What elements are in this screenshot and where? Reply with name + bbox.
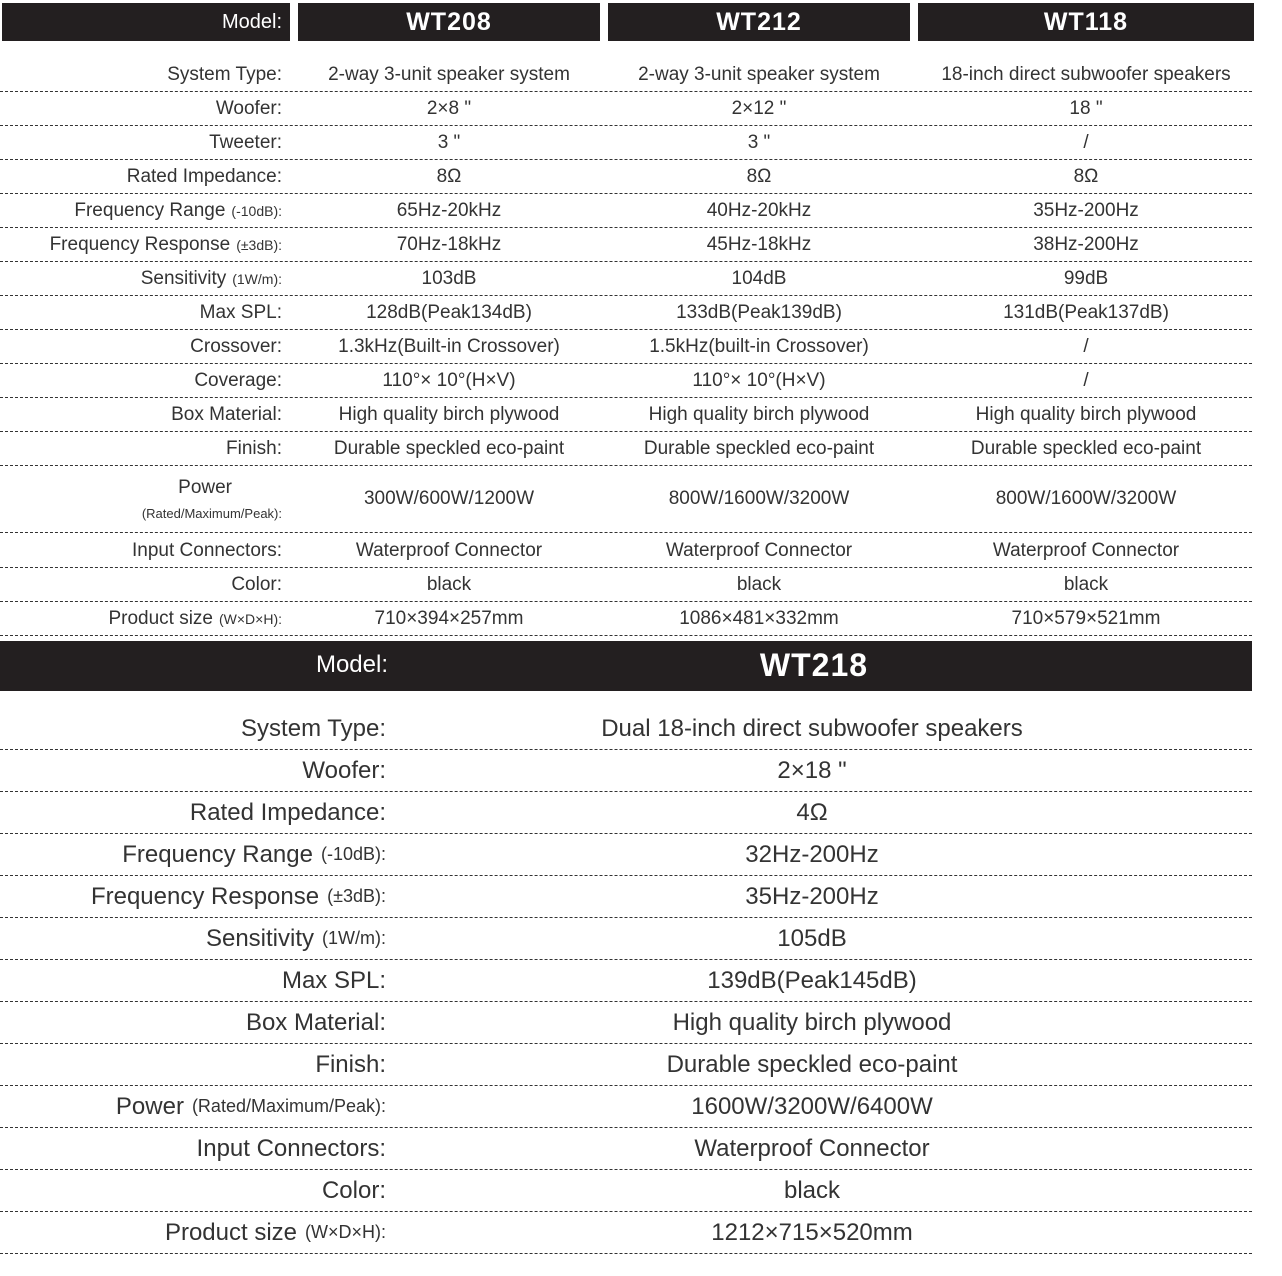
spec-value: 710×394×257mm: [374, 607, 524, 629]
table-row: [0, 92, 1252, 126]
spec-value: 18 ": [1069, 97, 1103, 119]
table-row: [0, 1002, 1252, 1044]
spec-value: /: [1083, 131, 1089, 153]
table-row: [0, 126, 1252, 160]
spec-value: 131dB(Peak137dB): [1003, 301, 1169, 323]
spec-value: Waterproof Connector: [694, 1134, 930, 1162]
spec-value: black: [1063, 573, 1109, 595]
table-row: [0, 160, 1252, 194]
table-row: [0, 1128, 1252, 1170]
spec-value: 300W/600W/1200W: [363, 488, 535, 509]
table-row: [0, 568, 1252, 602]
spec-value: 8Ω: [1073, 165, 1099, 187]
model-header-wt118: WT118: [918, 3, 1254, 41]
spec-label: [0, 568, 282, 601]
spec-label-text: Color:: [231, 573, 282, 595]
model-label: Model:: [221, 11, 282, 33]
model-header-wt218: WT218: [759, 647, 869, 683]
spec-value: black: [736, 573, 782, 595]
spec-value: black: [783, 1176, 841, 1204]
spec-value: 128dB(Peak134dB): [366, 301, 532, 323]
spec-label-text: Power: [178, 477, 232, 499]
model-header-wt212: WT212: [608, 3, 910, 41]
table-row: [0, 1044, 1252, 1086]
spec-value: 1086×481×332mm: [679, 607, 839, 629]
spec-value: black: [426, 573, 472, 595]
spec-label-text: Max SPL:: [281, 966, 386, 994]
spec-label-text: Woofer:: [302, 756, 386, 784]
spec-value: 3 ": [747, 131, 771, 153]
spec-label-unit: (1W/m):: [232, 270, 282, 287]
spec-label-text: Frequency Range: [74, 199, 226, 221]
spec-value: 110°× 10°(H×V): [692, 369, 826, 391]
wt218-header-bar: [0, 641, 1252, 691]
spec-label: [0, 262, 282, 295]
spec-value: 1212×715×520mm: [711, 1218, 913, 1246]
table-row: [0, 58, 1252, 92]
spec-label-text: Sensitivity: [205, 924, 315, 952]
table-row: [0, 228, 1252, 262]
table-row: [0, 708, 1252, 750]
table-row: [0, 296, 1252, 330]
spec-value: 800W/1600W/3200W: [668, 488, 850, 509]
spec-label: [0, 58, 282, 91]
spec-value: 133dB(Peak139dB): [676, 301, 842, 323]
spec-label: [0, 194, 282, 227]
spec-label-text: Rated Impedance:: [126, 165, 282, 187]
spec-label: [0, 398, 282, 431]
spec-value: Durable speckled eco-paint: [333, 437, 565, 459]
spec-label-text: Product size: [108, 607, 213, 629]
spec-label: [0, 228, 282, 261]
spec-label-text: Frequency Response: [49, 233, 231, 255]
spec-value: High quality birch plywood: [648, 403, 870, 425]
spec-value: 4Ω: [796, 798, 828, 826]
spec-value: 139dB(Peak145dB): [707, 966, 917, 994]
spec-value: 2-way 3-unit speaker system: [638, 63, 880, 85]
spec-value: High quality birch plywood: [672, 1008, 952, 1036]
spec-label: [0, 1170, 386, 1211]
model-header-wt208: WT208: [298, 3, 600, 41]
spec-label-unit: (Rated/Maximum/Peak):: [141, 505, 282, 521]
spec-label: [0, 750, 386, 791]
spec-value: 32Hz-200Hz: [745, 840, 879, 868]
table-row: [0, 1086, 1252, 1128]
spec-label: [0, 296, 282, 329]
spec-label-text: Max SPL:: [199, 301, 282, 323]
spec-label-text: Product size: [164, 1218, 297, 1246]
spec-label-text: Box Material:: [245, 1008, 386, 1036]
spec-value: /: [1083, 369, 1089, 391]
spec-value: Durable speckled eco-paint: [970, 437, 1202, 459]
spec-value: 1600W/3200W/6400W: [691, 1092, 933, 1120]
spec-label-text: Finish:: [315, 1050, 386, 1078]
model-label-bar: [2, 3, 290, 41]
table-row: [0, 262, 1252, 296]
model-label: Model:: [315, 651, 388, 678]
spec-label-unit: (±3dB):: [327, 886, 386, 906]
spec-label-text: System Type:: [241, 714, 386, 742]
spec-label: [0, 602, 282, 635]
table-row: [0, 834, 1252, 876]
spec-value: 1.3kHz(Built-in Crossover): [338, 335, 560, 357]
table-row: [0, 364, 1252, 398]
spec-label-unit: (Rated/Maximum/Peak):: [191, 1096, 386, 1116]
spec-label-text: Frequency Range: [122, 840, 313, 868]
spec-label-unit: (1W/m):: [322, 928, 386, 948]
table-row: [0, 1212, 1252, 1254]
spec-label-unit: (-10dB):: [320, 844, 386, 864]
table-row: [0, 750, 1252, 792]
spec-label-unit: (±3dB):: [236, 236, 282, 253]
spec-value: 104dB: [731, 267, 787, 289]
spec-value: 710×579×521mm: [1011, 607, 1161, 629]
spec-label: [0, 160, 282, 193]
spec-value: 105dB: [777, 924, 847, 952]
spec-label: [0, 792, 386, 833]
spec-value: 8Ω: [436, 165, 462, 187]
spec-value: 110°× 10°(H×V): [382, 369, 516, 391]
spec-label-unit: (W×D×H):: [219, 610, 282, 627]
spec-value: Durable speckled eco-paint: [666, 1050, 958, 1078]
spec-label-unit: (W×D×H):: [305, 1222, 386, 1242]
spec-value: 1.5kHz(built-in Crossover): [649, 335, 869, 357]
spec-value: 65Hz-20kHz: [396, 199, 502, 221]
spec-value: 45Hz-18kHz: [706, 233, 812, 255]
spec-label-text: Input Connectors:: [196, 1134, 386, 1162]
table-row: [0, 432, 1252, 466]
table-row: [0, 792, 1252, 834]
spec-value: Waterproof Connector: [665, 539, 853, 561]
spec-label-text: Woofer:: [215, 97, 282, 119]
spec-label: [0, 330, 282, 363]
spec-value: 800W/1600W/3200W: [995, 488, 1177, 509]
spec-value: 38Hz-200Hz: [1033, 233, 1139, 255]
spec-label-text: Coverage:: [194, 369, 282, 391]
spec-label-text: Rated Impedance:: [189, 798, 386, 826]
spec-label: [0, 1128, 386, 1169]
spec-label: [0, 466, 282, 532]
spec-label: [0, 834, 386, 875]
spec-value: 8Ω: [746, 165, 772, 187]
spec-label: [0, 92, 282, 125]
spec-label-text: Crossover:: [190, 335, 282, 357]
spec-label: [0, 1002, 386, 1043]
spec-label: [0, 876, 386, 917]
spec-label-text: Frequency Response: [90, 882, 320, 910]
table-row: [0, 1170, 1252, 1212]
table-row: [0, 602, 1252, 636]
spec-label: [0, 126, 282, 159]
spec-value: 2-way 3-unit speaker system: [328, 63, 570, 85]
spec-label: [0, 432, 282, 465]
spec-label: [0, 534, 282, 567]
spec-value: High quality birch plywood: [975, 403, 1197, 425]
spec-label: [0, 708, 386, 749]
spec-value: High quality birch plywood: [338, 403, 560, 425]
spec-value: /: [1083, 335, 1089, 357]
spec-value: 18-inch direct subwoofer speakers: [941, 63, 1231, 85]
spec-label-text: Tweeter:: [209, 131, 282, 153]
table-row: [0, 398, 1252, 432]
table-row: [0, 918, 1252, 960]
spec-value: 103dB: [421, 267, 477, 289]
spec-value: 2×12 ": [731, 97, 787, 119]
spec-label: [0, 960, 386, 1001]
spec-label-text: Finish:: [226, 437, 282, 459]
spec-value: Durable speckled eco-paint: [643, 437, 875, 459]
table-row: [0, 330, 1252, 364]
spec-value: 99dB: [1063, 267, 1109, 289]
spec-label-text: System Type:: [167, 63, 282, 85]
spec-label: [0, 1212, 386, 1253]
spec-value: 3 ": [437, 131, 461, 153]
spec-value: Waterproof Connector: [992, 539, 1180, 561]
spec-value: 40Hz-20kHz: [706, 199, 812, 221]
table-row: [0, 960, 1252, 1002]
spec-label-text: Color:: [321, 1176, 386, 1204]
table-row: [0, 466, 1252, 533]
spec-label: [0, 1044, 386, 1085]
spec-label-unit: (-10dB):: [231, 202, 282, 219]
table-row: [0, 194, 1252, 228]
spec-value: 2×18 ": [777, 756, 847, 784]
spec-value: 2×8 ": [426, 97, 472, 119]
spec-label-text: Input Connectors:: [132, 539, 282, 561]
spec-value: 70Hz-18kHz: [396, 233, 502, 255]
spec-value: Dual 18-inch direct subwoofer speakers: [601, 714, 1023, 742]
spec-label: [0, 918, 386, 959]
spec-label-text: Sensitivity: [140, 267, 227, 289]
spec-label: [0, 364, 282, 397]
spec-value: 35Hz-200Hz: [745, 882, 879, 910]
spec-label-text: Box Material:: [171, 403, 282, 425]
table-row: [0, 534, 1252, 568]
spec-label-text: Power: [115, 1092, 184, 1120]
spec-value: 35Hz-200Hz: [1033, 199, 1139, 221]
table-row: [0, 876, 1252, 918]
spec-value: Waterproof Connector: [355, 539, 543, 561]
spec-label: [0, 1086, 386, 1127]
